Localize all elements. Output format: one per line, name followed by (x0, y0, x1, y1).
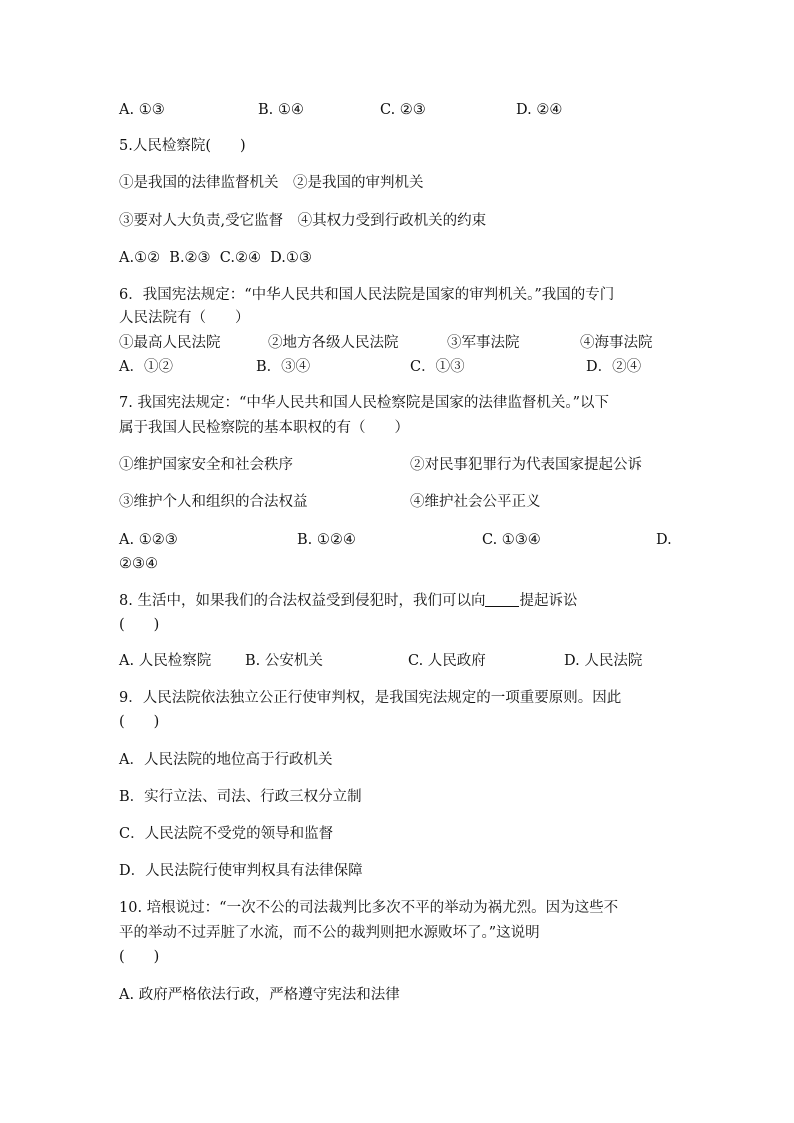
q6-stem-line1: 6．我国宪法规定：“中华人民共和国人民法院是国家的审判机关。”我国的专门 (119, 287, 615, 303)
q7-stem-line2: 属于我国人民检察院的基本职权的有（ ） (119, 420, 409, 436)
q7-item-1: ①维护国家安全和社会秩序 (119, 457, 293, 473)
q9-paren: ( ) (119, 714, 160, 730)
q4-option-a: A. ①③ (119, 102, 165, 118)
q7-stem-line1: 7. 我国宪法规定：“中华人民共和国人民检察院是国家的法律监督机关。”以下 (119, 395, 610, 411)
q5-options: A.①② B.②③ C.②④ D.①③ (119, 250, 312, 266)
q7-option-b: B. ①②④ (297, 532, 356, 548)
q8-answer-blank (485, 592, 519, 607)
q7-option-a: A. ①②③ (119, 532, 178, 548)
q8-stem (119, 592, 577, 610)
q8-option-b: B. 公安机关 (245, 653, 323, 669)
q6-option-a: A．①② (119, 359, 173, 375)
q8-option-d: D. 人民法院 (564, 653, 643, 669)
q8-stem-pre: 8. 生活中，如果我们的合法权益受到侵犯时，我们可以向 (119, 593, 486, 609)
q6-stem-line2: 人民法院有（ ） (119, 310, 250, 326)
q8-stem-post: 提起诉讼 (519, 593, 578, 609)
q6-item-4: ④海事法院 (580, 335, 653, 351)
q4-option-c: C. ②③ (380, 102, 426, 118)
q5-statements-2: ③要对人大负责,受它监督 ④其权力受到行政机关的约束 (119, 213, 487, 229)
q9-option-d: D．人民法院行使审判权具有法律保障 (119, 863, 363, 879)
q7-option-d-value: ②③④ (119, 556, 158, 572)
q9-option-c: C．人民法院不受党的领导和监督 (119, 826, 334, 842)
q10-paren: ( ) (119, 949, 160, 965)
q5-stem: 5.人民检察院( ) (119, 138, 246, 154)
q10-stem-line1: 10. 培根说过：“一次不公的司法裁判比多次不平的举动为祸尤烈。因为这些不 (119, 900, 619, 916)
q7-item-4: ④维护社会公平正义 (410, 494, 541, 510)
q6-item-1: ①最高人民法院 (119, 335, 221, 351)
q6-item-2: ②地方各级人民法院 (268, 335, 399, 351)
q8-paren: ( ) (119, 617, 160, 633)
q6-option-c: C．①③ (410, 359, 465, 375)
q4-option-d: D. ②④ (516, 102, 563, 118)
q4-option-b: B. ①④ (258, 102, 304, 118)
q7-option-c: C. ①③④ (482, 532, 541, 548)
q7-option-d-label: D. (656, 532, 672, 548)
q6-item-3: ③军事法院 (447, 335, 520, 351)
q10-option-a: A. 政府严格依法行政，严格遵守宪法和法律 (119, 987, 400, 1003)
q9-stem: 9．人民法院依法独立公正行使审判权，是我国宪法规定的一项重要原则。因此 (119, 690, 622, 706)
q6-option-d: D．②④ (586, 359, 642, 375)
q9-option-b: B．实行立法、司法、行政三权分立制 (119, 789, 362, 805)
q6-option-b: B．③④ (256, 359, 311, 375)
q7-item-3: ③维护个人和组织的合法权益 (119, 494, 308, 510)
q10-stem-line2: 平的举动不过弄脏了水流，而不公的裁判则把水源败坏了。”这说明 (119, 925, 540, 941)
q9-option-a: A．人民法院的地位高于行政机关 (119, 752, 333, 768)
q7-item-2: ②对民事犯罪行为代表国家提起公诉 (410, 457, 642, 473)
q8-option-a: A. 人民检察院 (119, 653, 212, 669)
q5-statements-1: ①是我国的法律监督机关 ②是我国的审判机关 (119, 175, 424, 191)
q8-option-c: C. 人民政府 (408, 653, 486, 669)
